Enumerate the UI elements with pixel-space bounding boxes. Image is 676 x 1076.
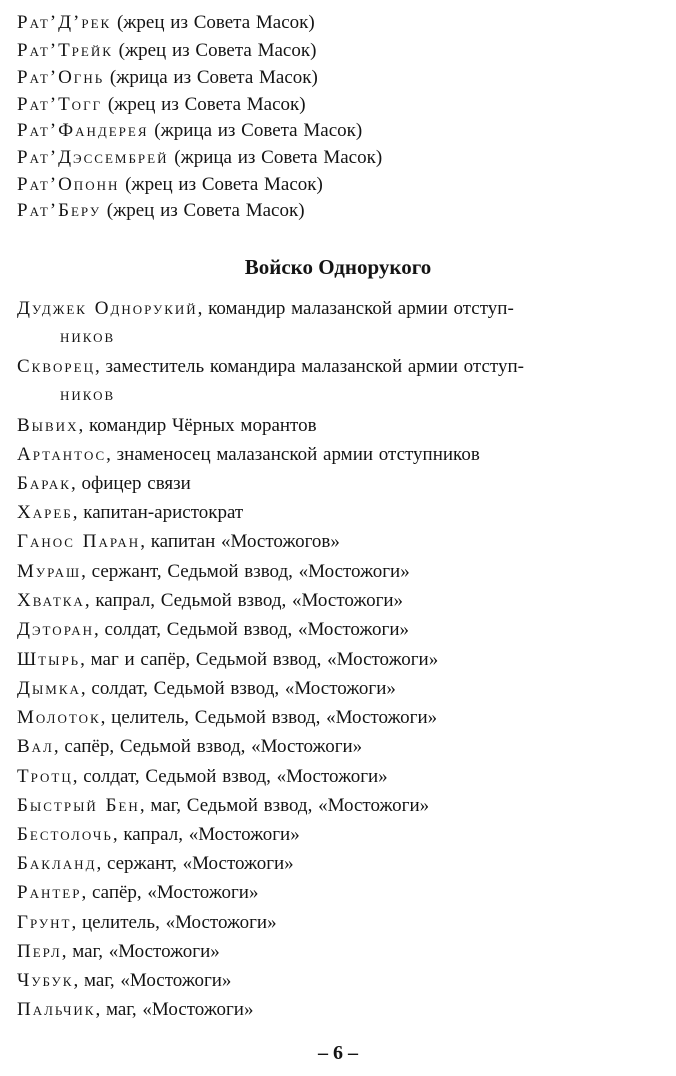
list-item — [17, 940, 220, 964]
list-item — [17, 998, 253, 1022]
list-item — [17, 852, 294, 876]
list-item — [17, 677, 396, 701]
character-desc: , капрал, «Мостожоги» — [112, 824, 300, 845]
list-item — [17, 199, 305, 223]
character-desc: , сапёр, «Мостожоги» — [81, 882, 259, 903]
character-desc: , солдат, Седьмой взвод, «Мостожоги» — [72, 766, 388, 787]
character-name: Тротц — [17, 766, 73, 787]
list-item — [17, 560, 410, 584]
character-desc: , капитан-аристократ — [72, 502, 244, 523]
character-name: Бестолочь — [17, 824, 113, 845]
list-item — [17, 297, 514, 321]
character-desc: (жрец из Совета Масок) — [112, 40, 317, 61]
character-name: Чубук — [17, 970, 74, 991]
list-item — [17, 765, 388, 789]
character-desc: , маг и сапёр, Седьмой взвод, «Мостожоги» — [80, 649, 439, 670]
character-name: Вал — [17, 736, 54, 757]
page-number: – 6 – — [318, 1042, 358, 1064]
character-name: Молоток — [17, 707, 101, 728]
list-item — [17, 881, 258, 905]
character-name: Хватка — [17, 590, 85, 611]
character-name: Грунт — [17, 912, 72, 933]
list-item — [17, 911, 277, 935]
character-name: Дэторан — [17, 619, 95, 640]
list-item — [17, 93, 306, 117]
character-desc: , маг, Седьмой взвод, «Мостожоги» — [139, 795, 430, 816]
character-desc: (жрец из Совета Масок) — [119, 174, 323, 195]
character-desc: , офицер связи — [70, 473, 191, 494]
character-desc: (жрец из Совета Масок) — [101, 200, 305, 221]
character-desc: , сапёр, Седьмой взвод, «Мостожоги» — [53, 736, 363, 757]
character-name: Мураш — [17, 561, 82, 582]
character-name: Скворец — [17, 356, 95, 377]
character-desc: (жрица из Совета Масок) — [104, 67, 318, 88]
list-item — [17, 530, 340, 554]
list-item — [17, 39, 316, 63]
list-item-continuation — [60, 325, 115, 349]
character-name: Артантос — [17, 444, 107, 465]
character-desc: , капрал, Седьмой взвод, «Мостожоги» — [84, 590, 404, 611]
character-name: Рат’Трейк — [17, 40, 113, 61]
character-desc: , солдат, Седьмой взвод, «Мостожоги» — [80, 678, 396, 699]
character-name: Ганос Паран — [17, 531, 141, 552]
list-item — [17, 443, 480, 467]
character-name: Рантер — [17, 882, 82, 903]
character-desc: , целитель, Седьмой взвод, «Мостожоги» — [100, 707, 438, 728]
character-name: Дуджек Однорукий — [17, 298, 198, 319]
list-item — [17, 119, 362, 143]
character-desc: (жрица из Совета Масок) — [148, 120, 363, 141]
character-name: Пальчик — [17, 999, 96, 1020]
character-name: Хареб — [17, 502, 73, 523]
character-desc: (жрица из Совета Масок) — [168, 147, 383, 168]
list-item — [17, 706, 437, 730]
character-name: Рат’Опонн — [17, 174, 120, 195]
character-name: Бакланд — [17, 853, 97, 874]
character-name: Рат’Д’рек — [17, 12, 112, 33]
list-item — [17, 472, 191, 496]
list-item — [17, 794, 429, 818]
character-desc: , солдат, Седьмой взвод, «Мостожоги» — [94, 619, 410, 640]
character-name: Барак — [17, 473, 71, 494]
list-item — [17, 173, 323, 197]
character-desc: , целитель, «Мостожоги» — [71, 912, 277, 933]
character-desc: , маг, «Мостожоги» — [95, 999, 254, 1020]
character-name: Рат’Беру — [17, 200, 102, 221]
continuation-text: ников — [60, 384, 116, 405]
character-desc: , командир Чёрных морантов — [78, 415, 317, 436]
character-name: Быстрый Бен — [17, 795, 140, 816]
list-item — [17, 589, 403, 613]
list-item — [17, 146, 382, 170]
list-item — [17, 618, 409, 642]
list-item — [17, 11, 315, 35]
list-item — [17, 66, 318, 90]
character-desc: , знаменосец малазанской армии отступников — [106, 444, 480, 465]
character-desc: (жрец из Совета Масок) — [111, 12, 315, 33]
list-item — [17, 735, 362, 759]
character-name: Рат’Дэссембрей — [17, 147, 169, 168]
character-name: Рат’Фандерея — [17, 120, 149, 141]
character-desc: (жрец из Совета Масок) — [102, 94, 306, 115]
character-desc: , сержант, «Мостожоги» — [96, 853, 294, 874]
list-item-continuation — [60, 383, 115, 407]
character-desc: , маг, «Мостожоги» — [73, 970, 232, 991]
character-name: Штырь — [17, 649, 81, 670]
character-desc: , сержант, Седьмой взвод, «Мостожоги» — [81, 561, 410, 582]
list-item — [17, 969, 231, 993]
character-name: Вывих — [17, 415, 79, 436]
character-desc: , командир малазанской армии отступ- — [197, 298, 514, 319]
character-name: Рат’Тогг — [17, 94, 103, 115]
character-desc: , заместитель командира малазанской армии отступ- — [94, 356, 524, 377]
character-desc: , капитан «Мостожогов» — [140, 531, 340, 552]
character-name: Перл — [17, 941, 62, 962]
list-item — [17, 414, 317, 438]
continuation-text: ников — [60, 326, 116, 347]
list-item — [17, 823, 300, 847]
character-name: Рат’Огнь — [17, 67, 105, 88]
section-heading: Войско Однорукого — [244, 255, 432, 279]
character-desc: , маг, «Мостожоги» — [61, 941, 220, 962]
character-name: Дымка — [17, 678, 81, 699]
list-item — [17, 355, 524, 379]
list-item — [17, 501, 243, 525]
list-item — [17, 648, 438, 672]
